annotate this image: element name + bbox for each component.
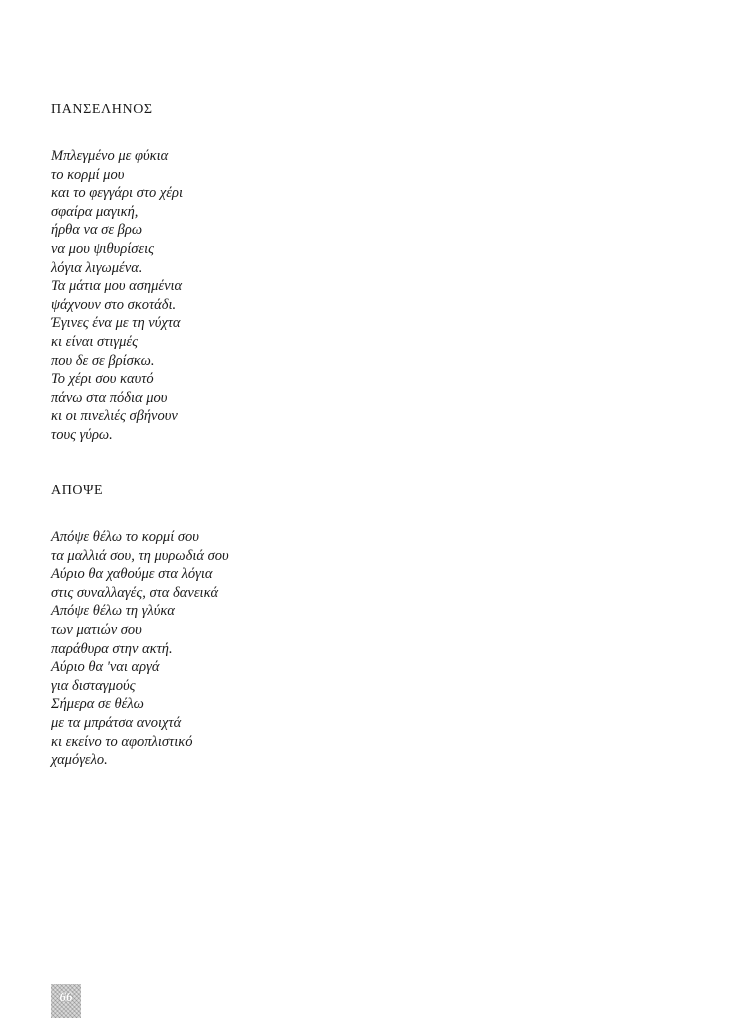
poem-line: Απόψε θέλω τη γλύκα [51,603,175,620]
poem-line: Μπλεγμένο με φύκια [51,148,169,164]
poem-line: τα μαλλιά σου, τη μυρωδιά σου [51,547,229,564]
poem-panselinos [51,101,511,445]
poem-line: ψάχνουν στο σκοτάδι. [51,296,177,313]
poem-line: κι εκείνο το αφοπλιστικό [51,733,193,750]
poem-line: κι οι πινελιές σβήνουν [51,408,178,425]
poem-line: που δε σε βρίσκω. [51,352,155,369]
page-number: 66 [59,989,73,1004]
poem-line: Αύριο θα 'ναι αργά [51,659,160,676]
poem-line: Το χέρι σου καυτό [51,371,154,388]
page-number-badge [51,984,81,1018]
poem-line: Τα μάτια μου ασημένια [51,278,183,295]
poem-apopse [51,482,511,770]
poem-line: το κορμί μου [51,166,125,183]
poem-line: παράθυρα στην ακτή. [51,640,173,657]
poem-lines [51,528,511,770]
poem-line: σφαίρα μαγική, [51,203,139,220]
poem-line: και το φεγγάρι στο χέρι [51,185,183,202]
poem-line: Αύριο θα χαθούμε στα λόγια [51,566,213,583]
poem-line: Έγινες ένα με τη νύχτα [51,315,181,332]
poem-line: των ματιών σου [51,621,142,638]
poem-title: ΑΠΟΨΕ [51,483,104,498]
poem-line: στις συναλλαγές, στα δανεικά [51,584,219,601]
poem-line: να μου ψιθυρίσεις [51,240,155,257]
poem-line: χαμόγελο. [51,752,108,769]
poem-line: λόγια λιγωμένα. [51,259,143,276]
poem-line: κι είναι στιγμές [51,333,139,350]
poem-line: για δισταγμούς [51,677,136,694]
poem-line: τους γύρω. [51,426,113,443]
poem-line: ήρθα να σε βρω [51,222,143,239]
poem-line: με τα μπράτσα ανοιχτά [51,714,182,731]
poem-line: πάνω στα πόδια μου [51,389,168,406]
poem-title: ΠΑΝΣΕΛΗΝΟΣ [51,102,153,117]
poem-line: Απόψε θέλω το κορμί σου [51,529,199,545]
poem-line: Σήμερα σε θέλω [51,696,144,713]
poem-lines [51,147,511,445]
